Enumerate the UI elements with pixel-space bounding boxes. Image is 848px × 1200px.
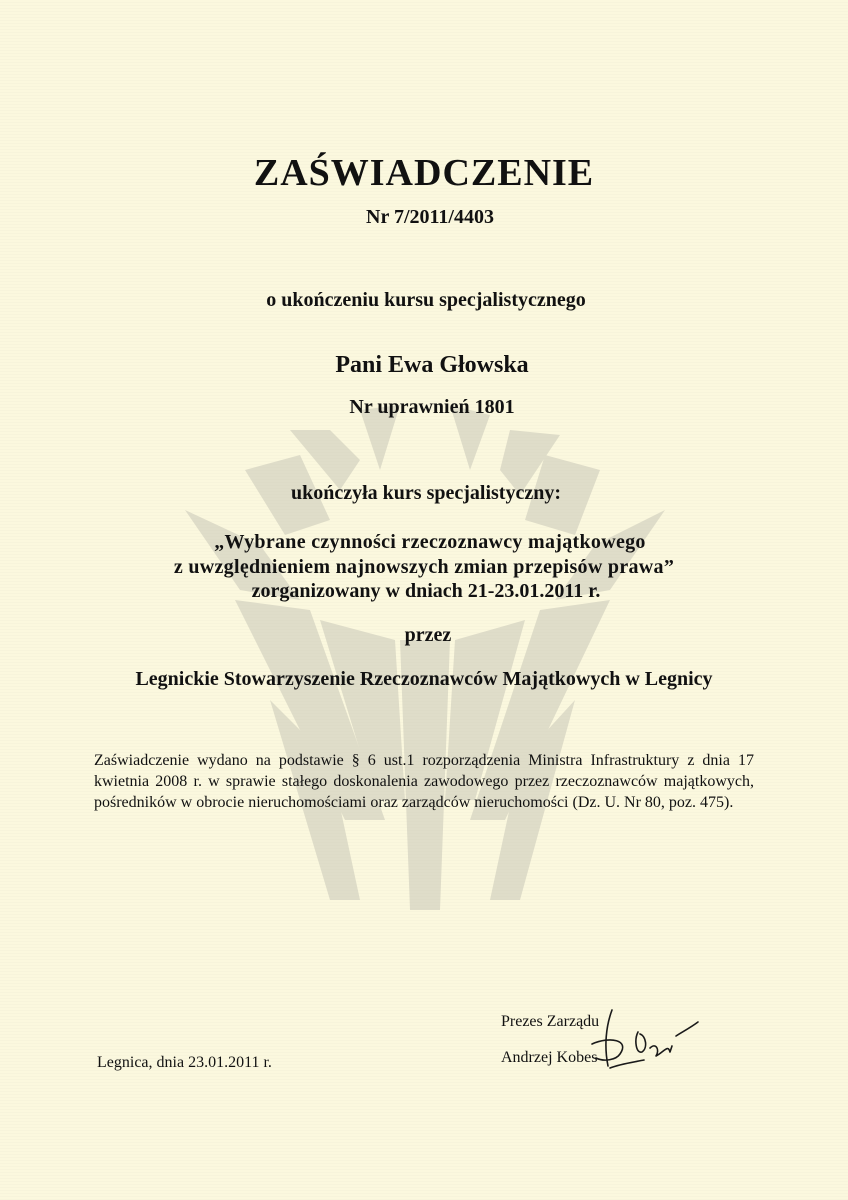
signatory-role: Prezes Zarządu <box>501 1013 600 1030</box>
place-and-date: Legnica, dnia 23.01.2011 r. <box>97 1054 272 1071</box>
handwritten-signature <box>590 1006 700 1076</box>
organizer-name: Legnickie Stowarzyszenie Rzeczoznawców Majątkowych w Legnicy <box>135 668 713 690</box>
course-dates: zorganizowany w dniach 21-23.01.2011 r. <box>251 580 601 602</box>
license-number: Nr uprawnień 1801 <box>349 396 515 418</box>
course-name-line-2: z uwzględnieniem najnowszych zmian przepisów prawa” <box>173 556 675 578</box>
course-name-line-1: „Wybrane czynności rzeczoznawcy majątkowego <box>214 531 646 553</box>
legal-basis-paragraph: Zaświadczenie wydano na podstawie § 6 ust.1 rozporządzenia Ministra Infrastruktury z dnia 17 kwietnia 2008 r. w sprawie stałego doskonalenia zawodowego przez rzeczoznawców majątkowych, pośredników w obrocie nieruchomościami oraz zarządców nieruchomości (Dz. U. Nr 80, poz. 475). <box>94 752 754 811</box>
recipient-name: Pani Ewa Głowska <box>335 352 529 378</box>
certificate-subject: o ukończeniu kursu specjalistycznego <box>266 289 586 311</box>
document-number: Nr 7/2011/4403 <box>366 206 494 228</box>
completion-statement: ukończyła kurs specjalistyczny: <box>291 482 561 504</box>
signatory-name: Andrzej Kobes <box>501 1049 598 1066</box>
by-label: przez <box>404 624 452 646</box>
document-title: ZAŚWIADCZENIE <box>253 152 595 194</box>
